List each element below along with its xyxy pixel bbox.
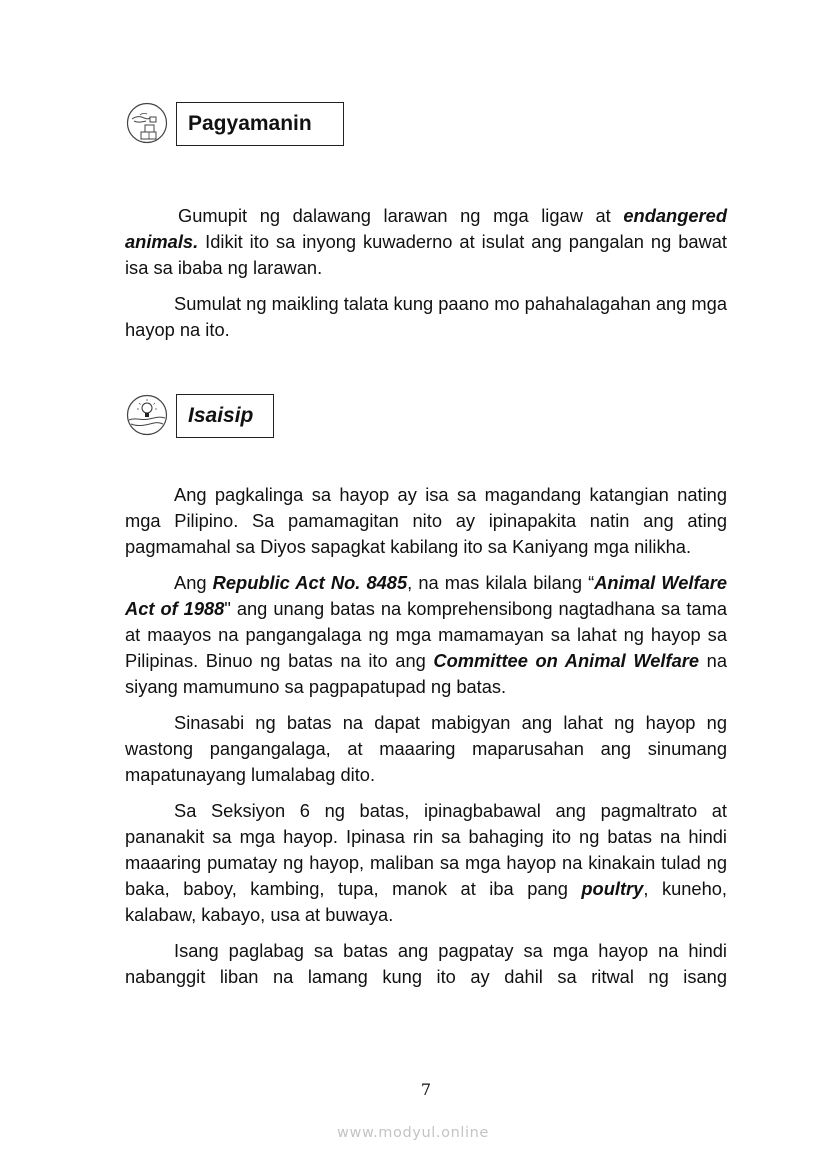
isaisip-body	[125, 482, 727, 1000]
paragraph	[125, 203, 727, 281]
text-run: Isang paglabag sa batas ang pagpatay sa mga hayop na hindi nabanggit liban na lamang kung ito ay dahil sa ritwal ng isang	[125, 940, 727, 987]
text-run: " ang unang batas na komprehensibong nagtadhana sa tama at maayos na pangangalaga ng mga mamamayan sa lahat ng hayop sa Pilipinas. Binuo ng batas na ito ang	[125, 598, 727, 671]
paragraph	[125, 482, 727, 560]
emphasis-animal-welfare-act: Animal Welfare Act of 1988	[125, 572, 728, 619]
text-run: , kuneho, kalabaw, kabayo, usa at buwaya.	[125, 878, 727, 925]
text-run: Sa Seksiyon 6 ng batas, ipinagbabawal ang pagmaltrato at pananakit sa mga hayop. Ipinasa rin sa bahaging ito ng batas na hindi maaaring pumatay ng hayop, maliban sa mga hayop na kinakain tulad ng baka, baboy, kambing, tupa, manok at iba pang	[125, 800, 727, 899]
lightbulb-hand-icon	[126, 394, 168, 436]
text-run: Ang	[174, 572, 213, 593]
section-title-pagyamanin: Pagyamanin	[176, 102, 344, 146]
pagyamanin-body	[125, 203, 727, 353]
emphasis-committee: Committee on Animal Welfare	[433, 650, 700, 671]
text-run: Ang pagkalinga sa hayop ay isa sa magandang katangian nating mga Pilipino. Sa pamamagitan nito ay ipinapakita natin ang ating pagmamahal sa Diyos sapagkat kabilang ito sa Kaniyang mga nilikha.	[125, 484, 727, 557]
text-run: Sumulat ng maikling talata kung paano mo pahahalagahan ang mga hayop na ito.	[125, 293, 727, 340]
watermark-link[interactable]: www.modyul.online	[337, 1125, 489, 1141]
hand-building-blocks-icon	[126, 102, 168, 144]
section-title-isaisip: Isaisip	[176, 394, 274, 438]
paragraph	[125, 938, 727, 990]
paragraph	[125, 570, 727, 700]
paragraph	[125, 798, 727, 928]
emphasis-poultry: poultry	[581, 878, 644, 899]
page-number: 7	[420, 1080, 432, 1099]
text-run: na siyang mamumuno sa pagpapatupad ng batas.	[125, 650, 727, 697]
emphasis-endangered-animals: endangered animals.	[125, 205, 727, 252]
paragraph	[125, 710, 727, 788]
text-run: Idikit ito sa inyong kuwaderno at isulat ang pangalan ng bawat isa sa ibaba ng larawan.	[125, 231, 727, 278]
emphasis-republic-act: Republic Act No. 8485	[212, 572, 408, 593]
paragraph	[125, 291, 727, 343]
text-run: , na mas kilala bilang “	[407, 572, 595, 593]
text-run: Sinasabi ng batas na dapat mabigyan ang lahat ng hayop ng wastong pangangalaga, at maaaring maparusahan ang sinumang mapatunayang lumalabag dito.	[125, 712, 727, 785]
text-run: Gumupit ng dalawang larawan ng mga ligaw at	[178, 205, 624, 226]
